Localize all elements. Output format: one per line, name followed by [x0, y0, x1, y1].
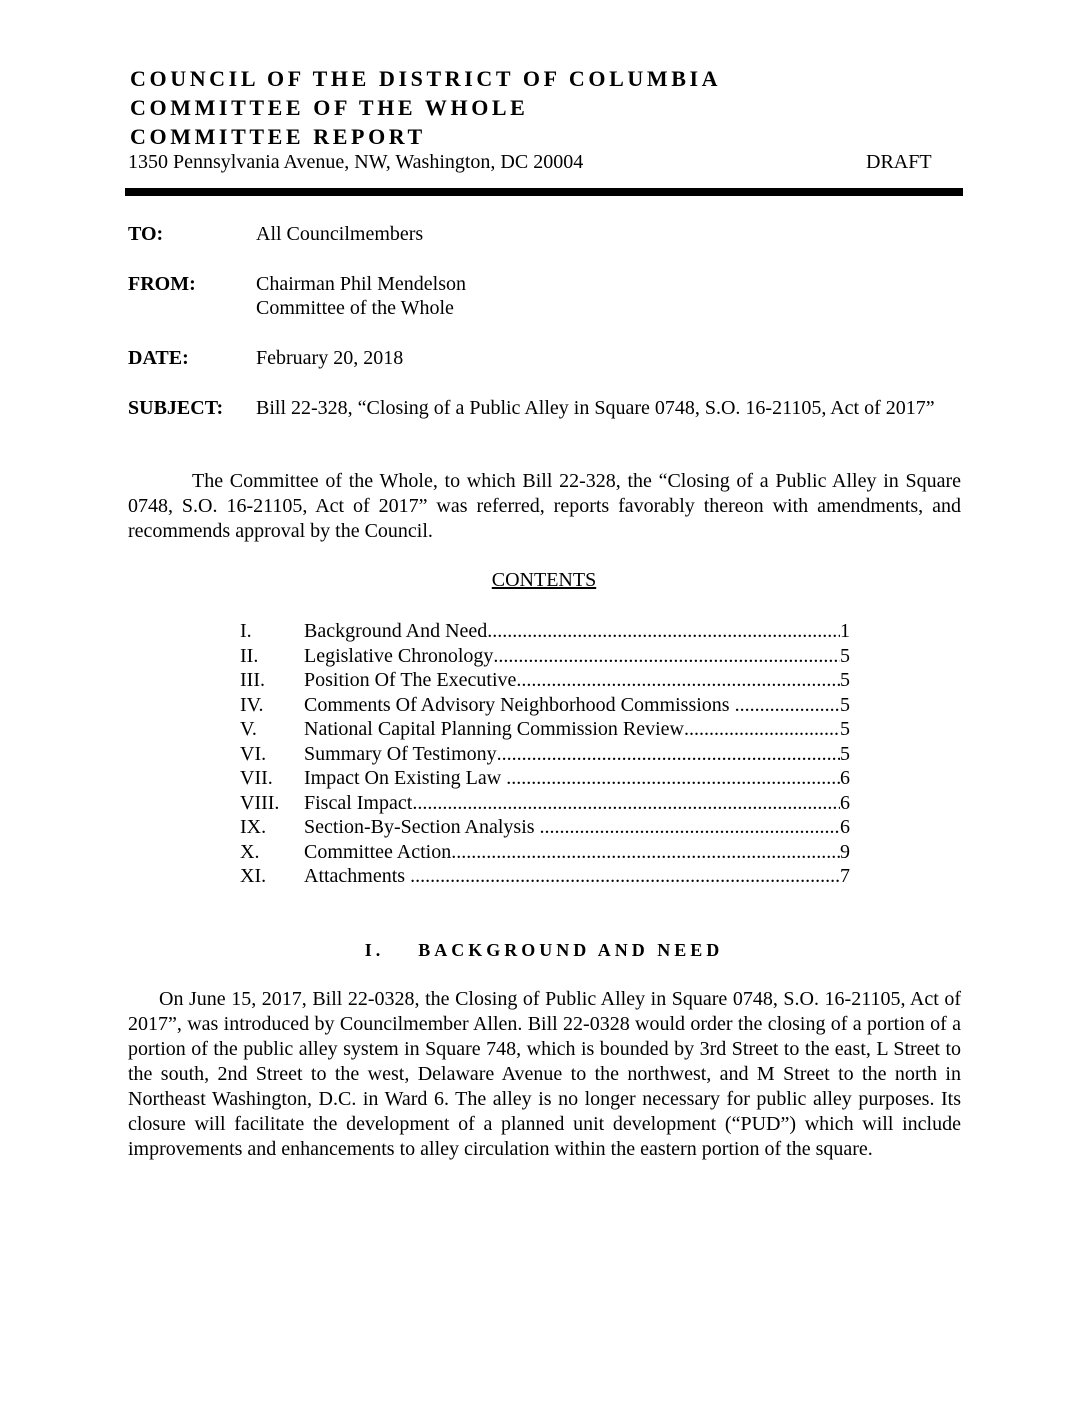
- to-value: All Councilmembers: [256, 223, 424, 245]
- toc-entry: [240, 693, 850, 718]
- toc-entry-number: V.: [240, 718, 257, 740]
- toc-entry: [240, 717, 850, 742]
- toc-entry-title: Background And Need: [304, 620, 488, 642]
- toc-leader-dots: [487, 619, 840, 643]
- council-address: 1350 Pennsylvania Avenue, NW, Washington, DC 20004: [128, 151, 584, 173]
- toc-entry-page: 9: [840, 840, 850, 863]
- toc-entry-page: 5: [840, 718, 850, 740]
- header-rule: [125, 188, 963, 196]
- toc-entry-page: 6: [840, 791, 850, 814]
- toc-entry-page: 5: [840, 669, 850, 691]
- toc-entry: [240, 668, 850, 693]
- toc-entry-title: Legislative Chronology: [304, 644, 494, 667]
- section-number: I.: [364, 940, 385, 960]
- toc-entry-number: X.: [240, 840, 260, 863]
- toc-entry-line: [304, 864, 850, 888]
- toc-entry-title: Committee Action: [304, 840, 452, 863]
- toc-entry-line: [304, 815, 850, 839]
- toc-entry-title: National Capital Planning Commission Review: [304, 718, 684, 740]
- to-label: TO:: [128, 223, 164, 245]
- toc-entry-number: XI.: [240, 865, 267, 887]
- toc-entry-number: I.: [240, 620, 252, 642]
- table-of-contents: [240, 619, 850, 889]
- toc-entry-page: 5: [840, 644, 850, 667]
- subject-value: Bill 22-328, “Closing of a Public Alley in Square 0748, S.O. 16-21105, Act of 2017”: [256, 397, 935, 419]
- toc-entry-title: Comments Of Advisory Neighborhood Commissions: [304, 693, 735, 716]
- intro-paragraph: The Committee of the Whole, to which Bill 22-328, the “Closing of a Public Alley in Square 0748, S.O. 16-21105, Act of 2017” was referred, reports favorably thereon with amendments, and recommends approval by the Council.: [128, 470, 961, 542]
- toc-entry-number: II.: [240, 644, 259, 667]
- background-paragraph: On June 15, 2017, Bill 22-0328, the Closing of Public Alley in Square 0748, S.O. 16-21105, Act of 2017”, was introduced by Councilmember Allen. Bill 22-0328 would order the closing of a portion of a portion of the public alley system in Square 748, which is bounded by 3rd Street to the east, L Street to the south, 2nd Street to the west, Delaware Avenue to the northwest, and M Street to the north in Northeast Washington, D.C. in Ward 6. The alley is no longer necessary for public alley purposes. Its closure will facilitate the development of a planned unit development (“PUD”) which will include improvements and enhancements to alley circulation within the eastern portion of the square.: [128, 988, 961, 1160]
- toc-entry-number: III.: [240, 669, 265, 691]
- section-title: BACKGROUND AND NEED: [418, 940, 724, 960]
- from-label: FROM:: [128, 273, 196, 295]
- committee-name: COMMITTEE OF THE WHOLE: [130, 95, 529, 120]
- toc-entry-line: [304, 791, 850, 815]
- toc-entry: [240, 815, 850, 840]
- toc-leader-dots: [410, 864, 840, 888]
- toc-entry-number: VIII.: [240, 791, 280, 814]
- toc-entry-line: [304, 840, 850, 864]
- toc-entry-page: 7: [840, 865, 850, 887]
- toc-entry: [240, 766, 850, 791]
- toc-leader-dots: [735, 693, 840, 717]
- toc-entry: [240, 619, 850, 644]
- section-heading: [0, 939, 1088, 961]
- toc-leader-dots: [493, 644, 840, 668]
- toc-leader-dots: [412, 791, 840, 815]
- toc-entry-line: [304, 644, 850, 668]
- toc-entry-line: [304, 766, 850, 790]
- toc-entry: [240, 840, 850, 865]
- toc-entry-title: Summary Of Testimony: [304, 742, 497, 765]
- toc-entry-line: [304, 742, 850, 766]
- toc-entry-title: Fiscal Impact: [304, 791, 413, 814]
- toc-entry-line: [304, 668, 850, 692]
- toc-leader-dots: [451, 840, 840, 864]
- toc-entry: [240, 644, 850, 669]
- date-label: DATE:: [128, 347, 189, 369]
- toc-entry-page: 6: [840, 816, 850, 838]
- toc-entry: [240, 742, 850, 767]
- subject-label: SUBJECT:: [128, 397, 224, 419]
- toc-entry-page: 6: [840, 767, 850, 789]
- toc-entry-page: 5: [840, 742, 850, 765]
- from-value-committee: Committee of the Whole: [256, 297, 454, 319]
- toc-entry: [240, 864, 850, 889]
- toc-leader-dots: [684, 717, 840, 741]
- toc-entry-line: [304, 717, 850, 741]
- toc-leader-dots: [497, 742, 840, 766]
- toc-entry-title: Position Of The Executive: [304, 669, 517, 691]
- date-value: February 20, 2018: [256, 347, 404, 369]
- contents-title: CONTENTS: [491, 569, 597, 591]
- toc-leader-dots: [516, 668, 840, 692]
- toc-entry-number: IV.: [240, 693, 264, 716]
- report-type: COMMITTEE REPORT: [130, 124, 426, 149]
- council-name: COUNCIL OF THE DISTRICT OF COLUMBIA: [130, 66, 722, 91]
- toc-entry-page: 1: [840, 620, 850, 642]
- toc-entry-number: VI.: [240, 742, 267, 765]
- toc-entry: [240, 791, 850, 816]
- from-value-name: Chairman Phil Mendelson: [256, 273, 466, 295]
- toc-entry-page: 5: [840, 693, 850, 716]
- toc-entry-number: IX.: [240, 816, 267, 838]
- toc-entry-title: Impact On Existing Law: [304, 767, 507, 789]
- toc-entry-title: Section-By-Section Analysis: [304, 816, 540, 838]
- toc-entry-line: [304, 619, 850, 643]
- toc-entry-line: [304, 693, 850, 717]
- toc-leader-dots: [506, 766, 840, 790]
- toc-entry-title: Attachments: [304, 865, 411, 887]
- draft-label: DRAFT: [866, 151, 932, 173]
- toc-entry-number: VII.: [240, 767, 273, 789]
- toc-leader-dots: [540, 815, 840, 839]
